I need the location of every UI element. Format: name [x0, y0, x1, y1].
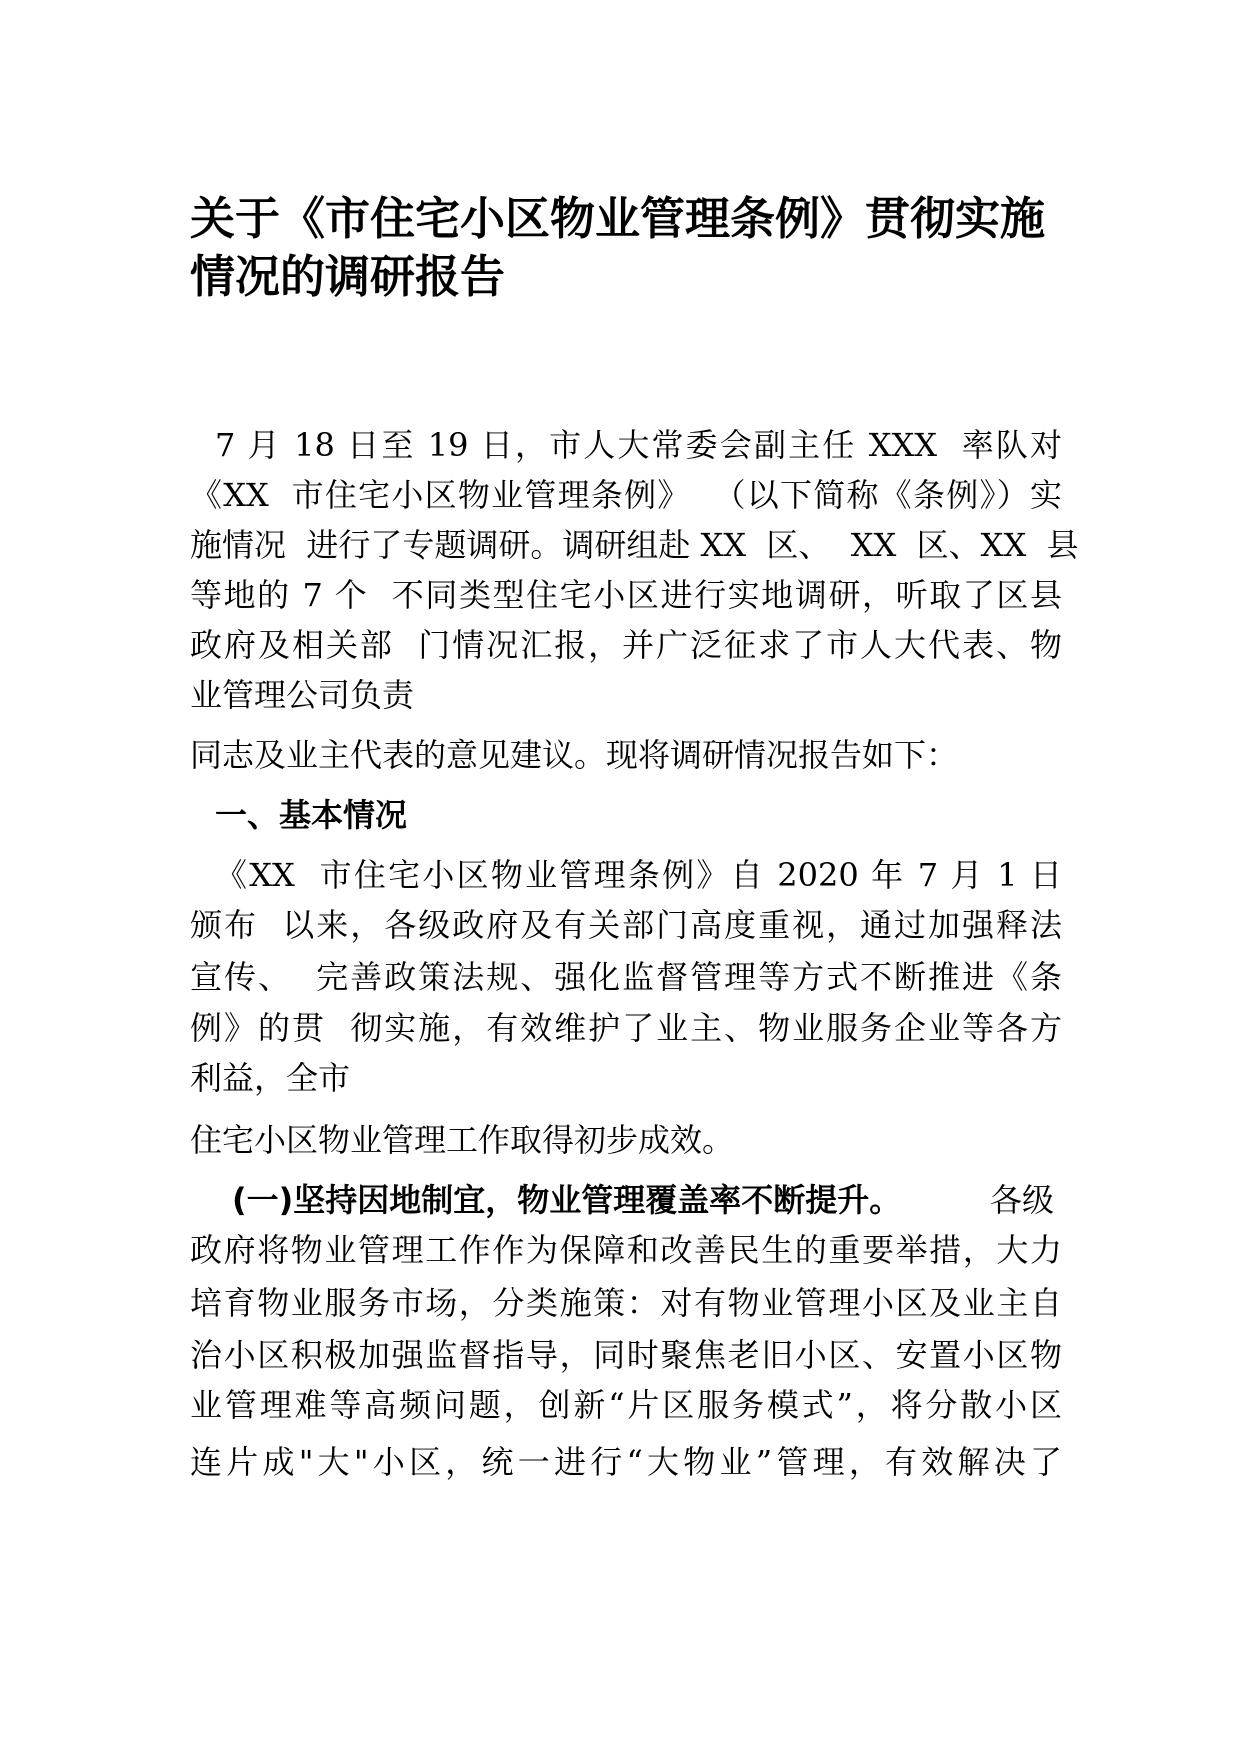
intro-line-7: 同志及业主代表的意见建议。现将调研情况报告如下：	[190, 736, 959, 774]
title-line-1: 关于《市住宅小区物业管理条例》贯彻实施	[190, 192, 1046, 245]
title-line-2: 情况的调研报告	[190, 250, 506, 303]
subsection1-first-line	[232, 1180, 901, 1220]
intro-line-6: 业管理公司负责	[190, 676, 415, 714]
intro-line-5: 政府及相关部 门情况汇报，并广泛征求了市人大代表、物	[190, 626, 1062, 664]
section-heading-1: 一、基本情况	[215, 796, 408, 834]
section1-line-3: 宣传、 完善政策法规、强化监督管理等方式不断推进《条	[190, 958, 1062, 996]
intro-line-3: 施情况 进行了专题调研。调研组赴 XX 区、 XX 区、XX 县	[190, 526, 1079, 564]
section1-line-1: 《XX 市住宅小区物业管理条例》自 2020 年 7 月 1 日	[215, 856, 1062, 894]
subsection1-line-1: 政府将物业管理工作作为保障和改善民生的重要举措，大力	[190, 1231, 1062, 1269]
subsection1-line-5: 连片成"大"小区，统一进行“大物业”管理，有效解决了	[190, 1443, 1062, 1481]
document-title	[190, 190, 1070, 306]
intro-line-1: 7 月 18 日至 19 日，市人大常委会副主任 XXX 率队对	[215, 426, 1062, 464]
subsection1-line-2: 培育物业服务市场，分类施策：对有物业管理小区及业主自	[190, 1284, 1062, 1322]
subsection1-first-rest: 各级	[990, 1181, 1055, 1219]
section1-line-6: 住宅小区物业管理工作取得初步成效。	[190, 1121, 735, 1159]
intro-line-2: 《XX 市住宅小区物业管理条例》 （以下简称《条例》）实	[190, 476, 1062, 514]
subsection1-line-4: 业管理难等高频问题，创新“片区服务模式”，将分散小区	[190, 1386, 1062, 1424]
subsection-heading-1: (一)坚持因地制宜，物业管理覆盖率不断提升。	[232, 1181, 902, 1219]
section1-line-4: 例》的贯 彻实施，有效维护了业主、物业服务企业等各方	[190, 1009, 1062, 1047]
subsection1-line-3: 治小区积极加强监督指导，同时聚焦老旧小区、安置小区物	[190, 1336, 1062, 1374]
section1-line-5: 利益，全市	[190, 1059, 351, 1097]
section1-line-2: 颁布 以来，各级政府及有关部门高度重视，通过加强释法	[190, 906, 1062, 944]
intro-line-4: 等地的 7 个 不同类型住宅小区进行实地调研，听取了区县	[190, 576, 1062, 614]
